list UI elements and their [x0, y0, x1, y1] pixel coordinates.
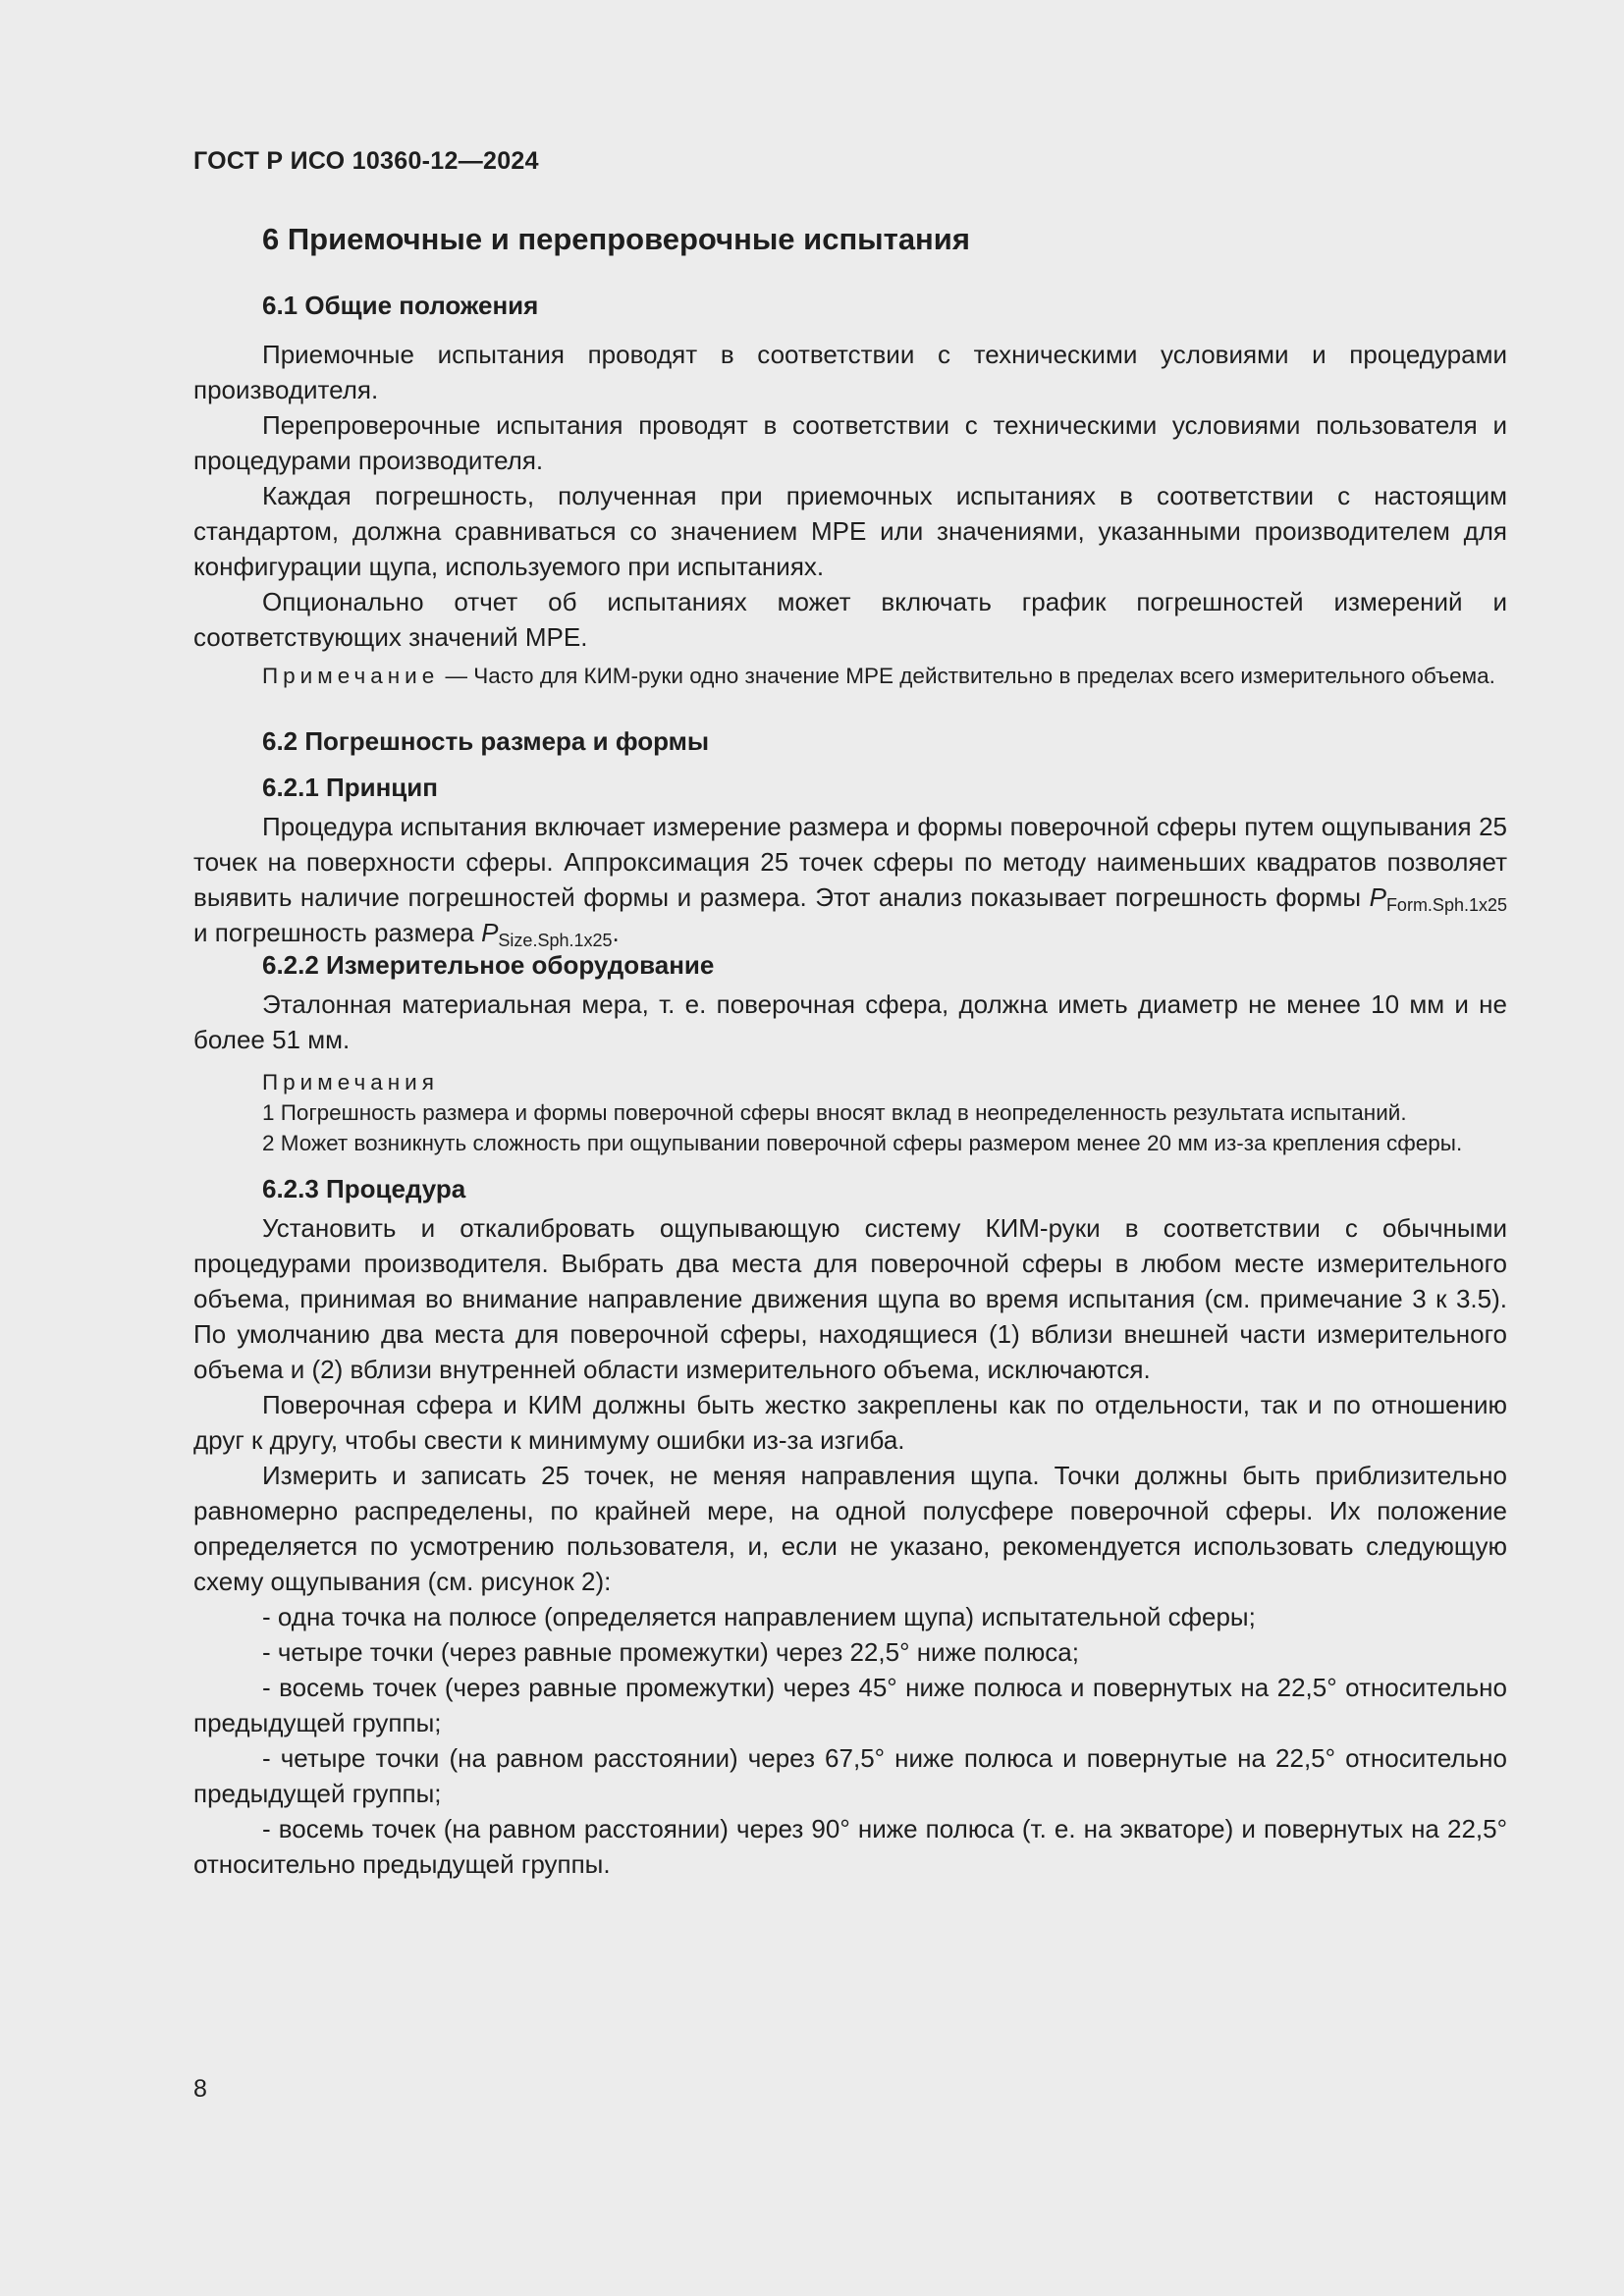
- subscript-form: Form.Sph.1x25: [1385, 895, 1507, 915]
- note-2: 2 Может возникнуть сложность при ощупывании поверочной сферы размером менее 20 мм из-за крепления сферы.: [262, 1131, 1463, 1155]
- note-label: Примечание: [262, 664, 440, 688]
- paragraph: Эталонная материальная мера, т. е. поверочная сфера, должна иметь диаметр не менее 10 мм и не более 51 мм.: [193, 989, 1507, 1054]
- notes-title: Примечания: [262, 1070, 439, 1095]
- paragraph: Процедура испытания включает измерение размера и формы поверочной сферы путем ощупывания 25 точек на поверхности сферы. Аппроксимация 25 точек сферы по методу наименьших квадратов позволяет выявить наличие погрешностей формы и размера. Этот анализ показывает погрешность формы $P_{Form.Sph.1x25}$ и погрешность размера $P_{Size.Sph.1x25}$.: [193, 812, 1507, 950]
- section-6-2-2-title: 6.2.2 Измерительное оборудование: [262, 950, 715, 980]
- paragraph: Измерить и записать 25 точек, не меняя направления щупа. Точки должны быть приблизительно равномерно распределены, по крайней мере, на одной полусфере поверочной сферы. Их положение определяется по усмотрению пользователя, и, если не указано, рекомендуется использовать следующую схему ощупывания (см. рисунок 2):: [193, 1461, 1507, 1596]
- list-item: - одна точка на полюсе (определяется направлением щупа) испытательной сферы;: [262, 1602, 1256, 1631]
- section-6-2-title: 6.2 Погрешность размера и формы: [262, 726, 710, 756]
- section-6-title: 6 Приемочные и перепроверочные испытания: [262, 222, 970, 256]
- paragraph: Каждая погрешность, полученная при приемочных испытаниях в соответствии с настоящим стандартом, должна сравниваться со значением MPE или значениями, указанными производителем для конфигурации щупа, используемого при испытаниях.: [193, 481, 1507, 581]
- subscript-size: Size.Sph.1x25: [498, 931, 613, 950]
- list-item: - восемь точек (на равном расстоянии) через 90° ниже полюса (т. е. на экваторе) и повернутых на 22,5° относительно предыдущей группы.: [193, 1814, 1507, 1879]
- paragraph: Перепроверочные испытания проводят в соответствии с техническими условиями пользователя и процедурами производителя.: [193, 410, 1507, 475]
- section-6-2-1-title: 6.2.1 Принцип: [262, 773, 438, 802]
- paragraph: Приемочные испытания проводят в соответствии с техническими условиями и процедурами производителя.: [193, 340, 1507, 404]
- section-6-1-title: 6.1 Общие положения: [262, 291, 539, 320]
- list-item: - восемь точек (через равные промежутки) через 45° ниже полюса и повернутых на 22,5° относительно предыдущей группы;: [193, 1673, 1507, 1737]
- paragraph: Установить и откалибровать ощупывающую систему КИМ-руки в соответствии с обычными процедурами производителя. Выбрать два места для поверочной сферы в любом месте измерительного объема, принимая во внимание направление движения щупа во время испытания (см. примечание 3 к 3.5). По умолчанию два места для поверочной сферы, находящиеся (1) вблизи внешней части измерительного объема и (2) вблизи внутренней области измерительного объема, исключаются.: [193, 1213, 1507, 1384]
- note: [193, 661, 1507, 691]
- symbol-p: P: [481, 918, 499, 947]
- paragraph: Опционально отчет об испытаниях может включать график погрешностей измерений и соответствующих значений MPE.: [193, 587, 1507, 652]
- note-text: — Часто для КИМ-руки одно значение MPE действительно в пределах всего измерительного объема.: [439, 664, 1495, 688]
- list-item: - четыре точки (через равные промежутки) через 22,5° ниже полюса;: [262, 1637, 1079, 1667]
- symbol-p: P: [1369, 882, 1386, 912]
- paragraph: Поверочная сфера и КИМ должны быть жестко закреплены как по отдельности, так и по отношению друг к другу, чтобы свести к минимуму ошибки из-за изгиба.: [193, 1390, 1507, 1455]
- page-number: 8: [193, 2075, 207, 2103]
- note-1: 1 Погрешность размера и формы поверочной сферы вносят вклад в неопределенность результата испытаний.: [262, 1100, 1407, 1125]
- section-6-2-3-title: 6.2.3 Процедура: [262, 1174, 466, 1203]
- document-header: ГОСТ Р ИСО 10360-12—2024: [193, 147, 539, 175]
- page-content: [193, 222, 1507, 1882]
- list-item: - четыре точки (на равном расстоянии) через 67,5° ниже полюса и повернутые на 22,5° относительно предыдущей группы;: [193, 1743, 1507, 1808]
